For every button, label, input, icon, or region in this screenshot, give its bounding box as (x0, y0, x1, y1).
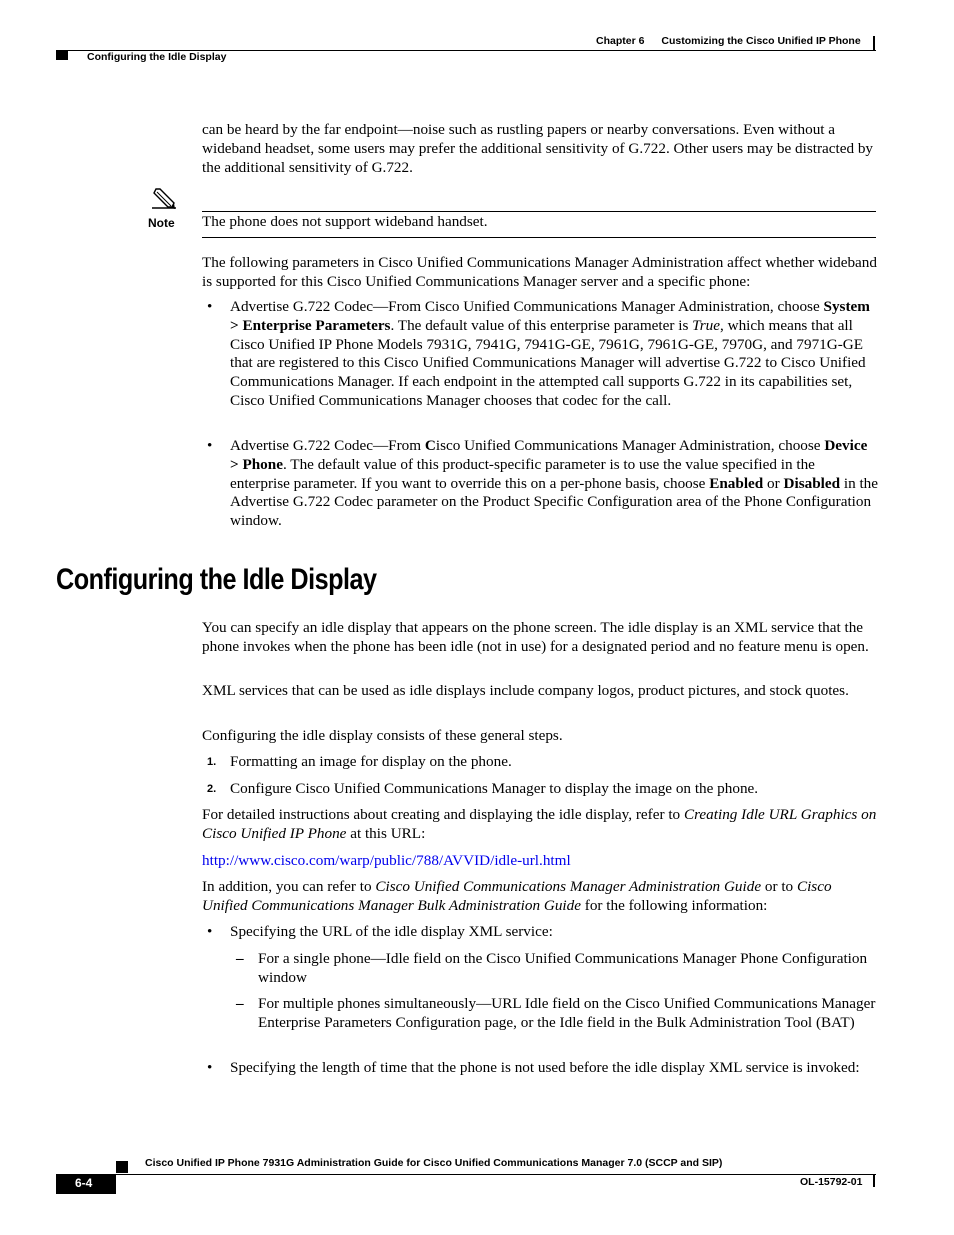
section-heading: Configuring the Idle Display (56, 563, 377, 596)
addition-paragraph: In addition, you can refer to Cisco Unified Communications Manager Administration Guide or to Cisco Unified Communications Manager Bulk Administration Guide for the following information: (202, 878, 832, 914)
bullet-marker: • (207, 1059, 213, 1076)
bullet-idle-time: Specifying the length of time that the phone is not used before the idle display XML service is invoked: (230, 1059, 860, 1076)
bullet-marker: • (207, 437, 213, 454)
intro-paragraph: can be heard by the far endpoint—noise such as rustling papers or nearby conversations. Even without a wideband headset, some users may prefer the additional sensitivity of G.722. Other users may be distracted by the additional sensitivity of G.722. (202, 121, 874, 176)
bullet-idle-url: Specifying the URL of the idle display XML service: (230, 923, 553, 940)
note-bottom-rule (202, 237, 876, 238)
document-number: OL-15792-01 (800, 1176, 863, 1188)
dash-item-single-phone: For a single phone—Idle field on the Cisco Unified Communications Manager Phone Configuration window (258, 950, 868, 986)
dash-marker: – (236, 950, 244, 967)
note-text: The phone does not support wideband handset. (202, 213, 488, 230)
params-intro-paragraph: The following parameters in Cisco Unified Communications Manager Administration affect whether wideband is supported for this Cisco Unified Communications Manager server and a specific phone: (202, 254, 877, 290)
chapter-number: Chapter 6 (596, 35, 645, 47)
detail-paragraph: For detailed instructions about creating and displaying the idle display, refer to Creating Idle URL Graphics on Cisco Unified IP Phone at this URL: (202, 806, 877, 842)
footer-guide-title: Cisco Unified IP Phone 7931G Administration Guide for Cisco Unified Communications Manager 7.0 (SCCP and SIP) (145, 1157, 723, 1169)
idle-paragraph-3: Configuring the idle display consists of these general steps. (202, 727, 563, 744)
page-number: 6-4 (75, 1176, 93, 1190)
menu-path-system-enterprise: System > Enterprise Parameters (230, 298, 870, 334)
footer-rule (56, 1174, 876, 1175)
step-number: 1. (207, 756, 217, 768)
guide-title-admin: Cisco Unified Communications Manager Administration Guide (375, 878, 762, 895)
bullet-marker: • (207, 298, 213, 315)
dash-item-multiple-phones: For multiple phones simultaneously—URL Idle field on the Cisco Unified Communications Manager Enterprise Parameters Configuration page, or the Idle field in the Bulk Administration Tool (BAT) (258, 995, 876, 1031)
guide-title-bulk-admin: Cisco Unified Communications Manager Bulk Administration Guide (202, 878, 832, 914)
note-label: Note (148, 216, 175, 230)
note-pencil-icon (150, 187, 178, 213)
url-line (202, 852, 878, 871)
header-block-mark (56, 51, 68, 60)
chapter-title: Customizing the Cisco Unified IP Phone (661, 35, 861, 47)
idle-paragraph-2: XML services that can be used as idle displays include company logos, product pictures, and stock quotes. (202, 682, 849, 699)
running-header-section: Configuring the Idle Display (87, 51, 227, 63)
step-item: Configure Cisco Unified Communications Manager to display the image on the phone. (230, 780, 759, 797)
idle-url-link[interactable]: http://www.cisco.com/warp/public/788/AVVID/idle-url.html (202, 852, 571, 869)
footer-block-mark (116, 1161, 128, 1173)
bullet-marker: • (207, 923, 213, 940)
menu-path-device-phone: Device > Phone (230, 437, 868, 473)
idle-paragraph-1: You can specify an idle display that appears on the phone screen. The idle display is an XML service that the phone invokes when the phone has been idle (not in use) for a designated period and no feature menu is open. (202, 619, 869, 655)
footer-tick-mark (873, 1175, 875, 1187)
dash-marker: – (236, 995, 244, 1012)
bullet-advertise-enterprise: Advertise G.722 Codec—From Cisco Unified Communications Manager Administration, choose System > Enterprise Parameters. The default value of this enterprise parameter is True, which means that all Cisco Unified IP Phone Models 7931G, 7941G, 7941G-GE, 7961G, 7961G-GE, 7970G, and 7971G-GE that are registered to this Cisco Unified Communications Manager will advertise G.722 to Cisco Unified Communications Manager. If each endpoint in the attempted call supports G.722 in its capabilities set, Cisco Unified Communications Manager chooses that codec for the call. (230, 298, 870, 409)
header-tick-mark (873, 36, 875, 50)
step-item: Formatting an image for display on the phone. (230, 753, 512, 770)
running-header-chapter (596, 35, 861, 47)
step-number: 2. (207, 783, 217, 795)
guide-title-idle-url: Creating Idle URL Graphics on Cisco Unified IP Phone (202, 806, 877, 842)
note-top-rule (202, 211, 876, 212)
bullet-advertise-device: Advertise G.722 Codec—From Cisco Unified Communications Manager Administration, choose Device > Phone. The default value of this product-specific parameter is to use the value specified in the enterprise parameter. If you want to override this on a per-phone basis, choose Enabled or Disabled in the Advertise G.722 Codec parameter on the Product Specific Configuration area of the Phone Configuration window. (230, 437, 879, 530)
